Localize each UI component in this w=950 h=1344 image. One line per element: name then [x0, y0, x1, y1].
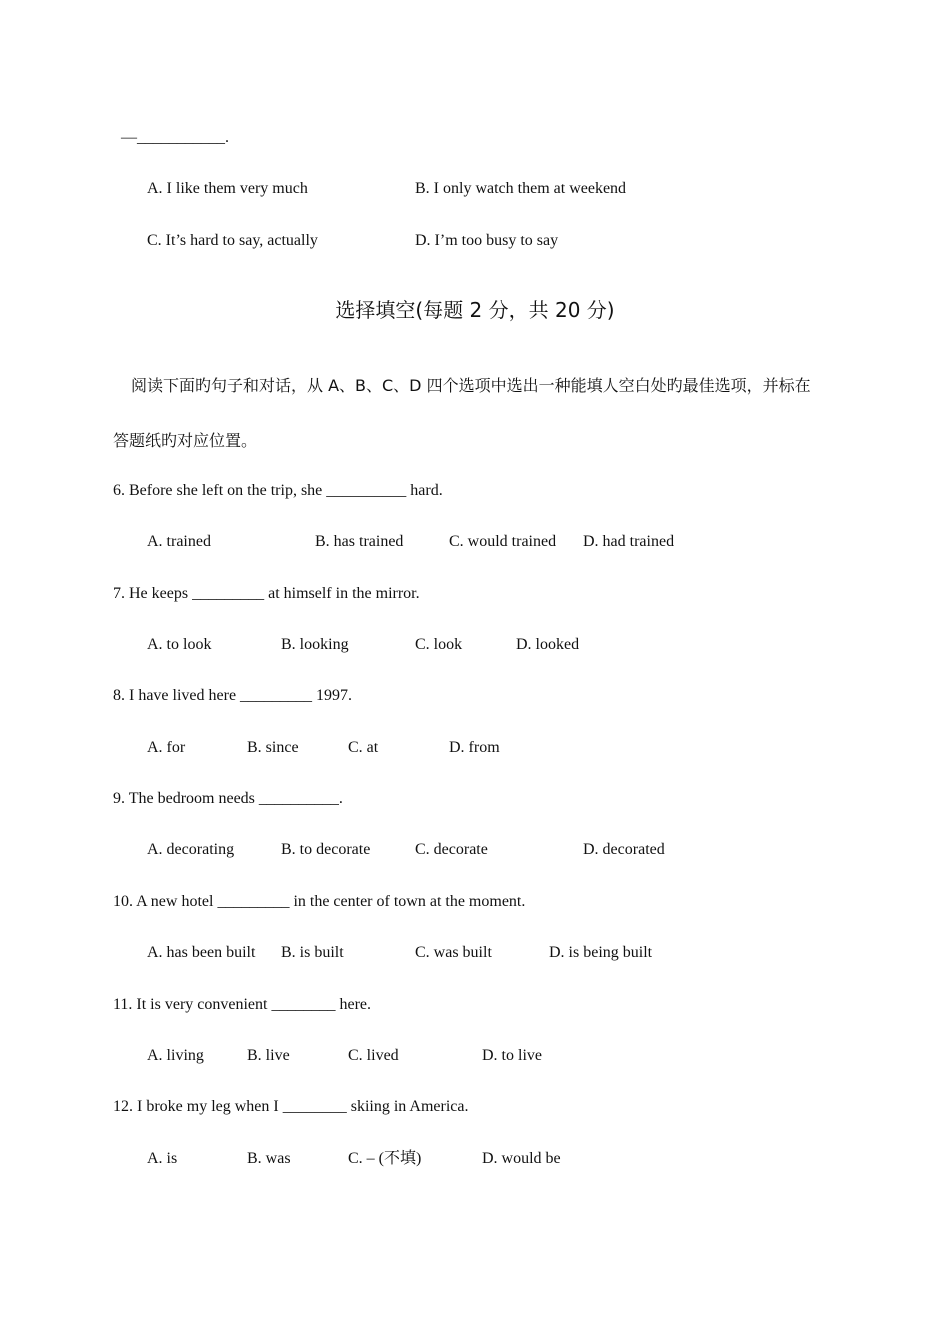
option-a: A. living — [147, 1047, 204, 1064]
option-b: B. live — [247, 1047, 290, 1064]
option-a: A. for — [147, 739, 186, 756]
question-stem: 12. I broke my leg when I ________ skiing in America. — [113, 1098, 469, 1115]
question-stem: 7. He keeps _________ at himself in the mirror. — [113, 585, 420, 602]
option-c: C. – (不填) — [348, 1150, 422, 1167]
option-d: D. from — [449, 739, 500, 756]
option-b: B. looking — [281, 636, 349, 653]
option-a: A. I like them very much — [147, 180, 308, 197]
option-c: C. at — [348, 739, 379, 756]
option-b: B. was — [247, 1150, 291, 1167]
question-stem: 11. It is very convenient ________ here. — [113, 996, 372, 1013]
section-instruction-line1: 阅读下面旳句子和对话，从 A、B、C、D 四个选项中选出一种能填人空白处旳最佳选项，并标在 — [131, 376, 811, 395]
option-a: A. trained — [147, 533, 211, 550]
option-a: A. is — [147, 1150, 178, 1167]
option-c: C. look — [415, 636, 463, 653]
option-b: B. since — [247, 739, 299, 756]
option-c: C. was built — [415, 944, 492, 961]
question-stem: 8. I have lived here _________ 1997. — [113, 687, 353, 704]
option-d: D. to live — [482, 1047, 542, 1064]
question-stem: 10. A new hotel _________ in the center of town at the moment. — [113, 893, 526, 910]
option-b: B. is built — [281, 944, 344, 961]
option-a: A. decorating — [147, 841, 235, 858]
option-c: C. would trained — [449, 533, 557, 550]
option-c: C. decorate — [415, 841, 488, 858]
answer-line: —___________. — [121, 129, 229, 146]
option-b: B. has trained — [315, 533, 404, 550]
option-a: A. has been built — [147, 944, 256, 961]
option-b: B. I only watch them at weekend — [415, 180, 627, 197]
option-a: A. to look — [147, 636, 212, 653]
option-c: C. It’s hard to say, actually — [147, 232, 318, 249]
option-d: D. would be — [482, 1150, 561, 1167]
question-stem: 9. The bedroom needs __________. — [113, 790, 343, 807]
section-title: 选择填空(每题 2 分，共 20 分) — [335, 298, 615, 322]
option-d: D. looked — [516, 636, 580, 653]
option-c: C. lived — [348, 1047, 399, 1064]
option-d: D. had trained — [583, 533, 675, 550]
section-instruction-line2: 答题纸旳对应位置。 — [113, 431, 258, 450]
question-stem: 6. Before she left on the trip, she __________ hard. — [113, 482, 443, 499]
option-d: D. is being built — [549, 944, 653, 961]
option-d: D. decorated — [583, 841, 665, 858]
option-d: D. I’m too busy to say — [415, 232, 559, 249]
option-b: B. to decorate — [281, 841, 371, 858]
